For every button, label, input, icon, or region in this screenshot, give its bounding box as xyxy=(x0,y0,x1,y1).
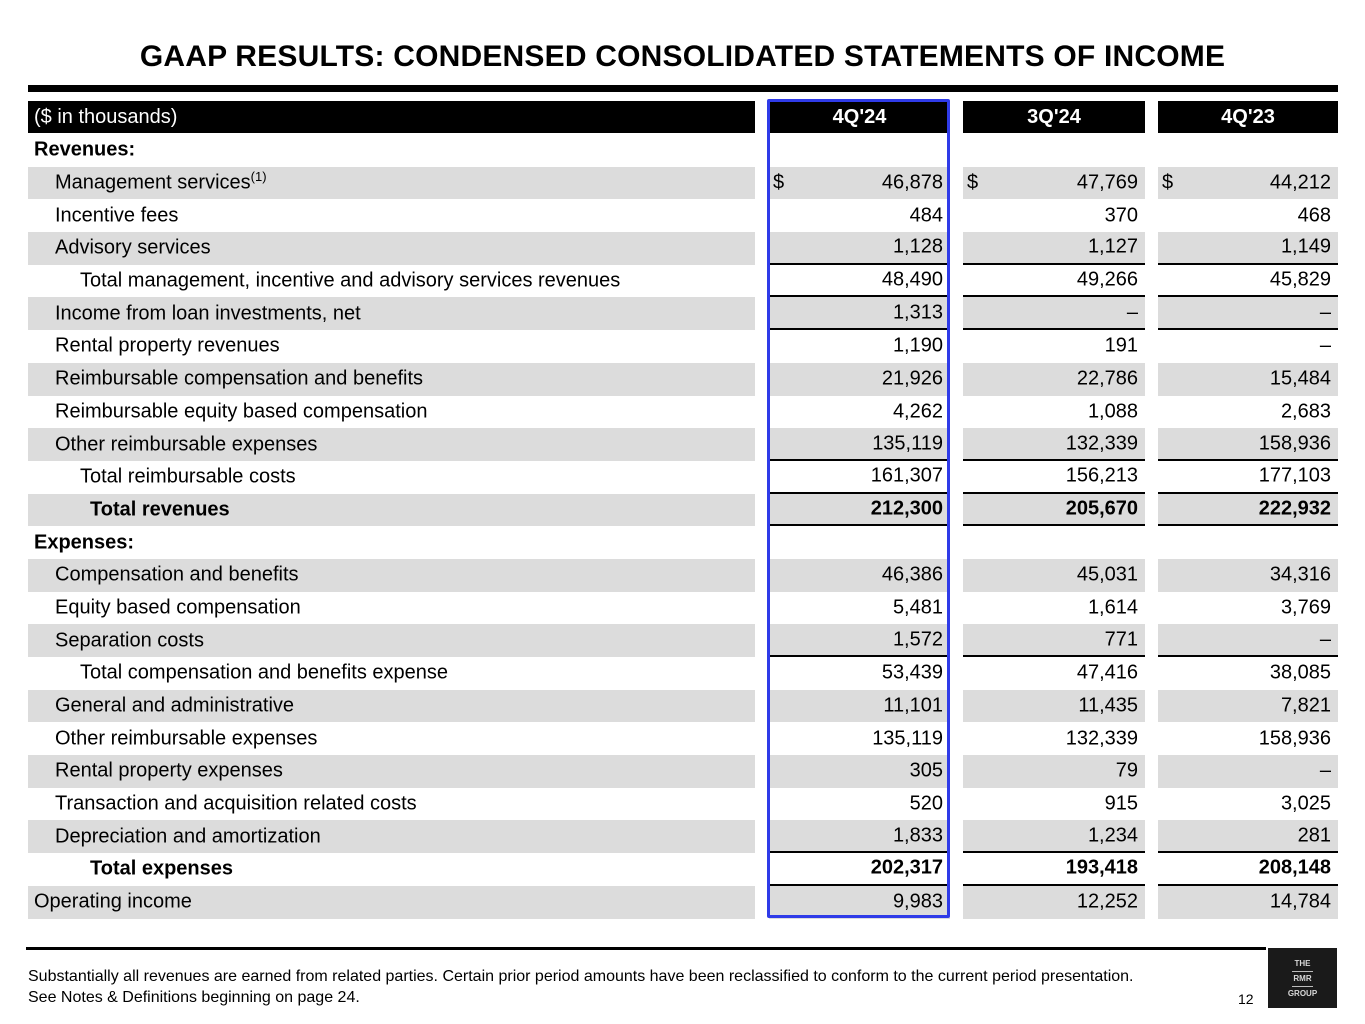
table-row xyxy=(28,592,1338,625)
cell-value: 132,339 xyxy=(1065,727,1138,750)
value-cell xyxy=(769,559,950,592)
value-cell xyxy=(1158,167,1338,200)
value-cell xyxy=(1158,363,1338,396)
column-header-4q23: 4Q'23 xyxy=(1158,101,1338,133)
table-row xyxy=(28,428,1338,461)
value-cell xyxy=(963,559,1145,592)
value-cell xyxy=(769,428,950,461)
table-row xyxy=(28,199,1338,232)
cell-value: 222,932 xyxy=(1258,497,1331,520)
income-statement-table xyxy=(28,134,1338,919)
cell-value: – xyxy=(1319,628,1331,651)
cell-value: 47,769 xyxy=(1076,171,1138,194)
row-label: Total reimbursable costs xyxy=(80,465,296,488)
cell-value: 158,936 xyxy=(1258,727,1331,750)
cell-value: 177,103 xyxy=(1258,464,1331,487)
cell-value: 191 xyxy=(1104,334,1138,357)
cell-value: 38,085 xyxy=(1269,661,1331,684)
row-label: Other reimbursable expenses xyxy=(55,727,318,750)
cell-value: 22,786 xyxy=(1076,367,1138,390)
value-cell xyxy=(1158,788,1338,821)
value-cell xyxy=(769,461,950,494)
table-row xyxy=(28,396,1338,429)
column-header-3q24: 3Q'24 xyxy=(963,101,1145,133)
value-cell xyxy=(963,788,1145,821)
value-cell xyxy=(963,232,1145,265)
cell-value: 1,614 xyxy=(1087,596,1138,619)
table-row xyxy=(28,461,1338,494)
value-cell xyxy=(1158,461,1338,494)
cell-value: 161,307 xyxy=(870,464,943,487)
cell-value: 49,266 xyxy=(1076,268,1138,291)
row-label: Operating income xyxy=(34,890,192,913)
cell-value: – xyxy=(1319,334,1331,357)
value-cell xyxy=(1158,624,1338,657)
value-cell xyxy=(963,755,1145,788)
cell-value: 202,317 xyxy=(870,856,943,879)
value-cell xyxy=(963,494,1145,527)
cell-value: 156,213 xyxy=(1065,464,1138,487)
row-label: Incentive fees xyxy=(55,204,179,227)
row-label: Transaction and acquisition related costs xyxy=(55,792,417,815)
row-label: Reimbursable compensation and benefits xyxy=(55,367,423,390)
units-header xyxy=(28,101,755,133)
row-label: Rental property expenses xyxy=(55,759,283,782)
table-row xyxy=(28,167,1338,200)
value-cell xyxy=(769,820,950,853)
table-row xyxy=(28,657,1338,690)
row-label: Depreciation and amortization xyxy=(55,825,321,848)
value-cell xyxy=(1158,755,1338,788)
cell-value: 158,936 xyxy=(1258,432,1331,455)
cell-value: 1,190 xyxy=(892,334,943,357)
value-cell xyxy=(963,199,1145,232)
cell-value: 3,769 xyxy=(1280,596,1331,619)
cell-value: 46,878 xyxy=(881,171,943,194)
page-number: 12 xyxy=(1238,991,1254,1007)
value-cell xyxy=(769,232,950,265)
row-label: Rental property revenues xyxy=(55,334,280,357)
value-cell xyxy=(769,167,950,200)
cell-value: 3,025 xyxy=(1280,792,1331,815)
cell-value: 1,833 xyxy=(892,824,943,847)
table-row xyxy=(28,265,1338,298)
table-row xyxy=(28,559,1338,592)
rmr-group-logo xyxy=(1268,948,1337,1008)
table-row xyxy=(28,886,1338,919)
cell-value: 208,148 xyxy=(1258,856,1331,879)
value-cell xyxy=(769,657,950,690)
row-label: Separation costs xyxy=(55,629,204,652)
value-cell xyxy=(769,886,950,919)
table-row xyxy=(28,820,1338,853)
currency-symbol: $ xyxy=(773,171,785,194)
cell-value: 44,212 xyxy=(1269,171,1331,194)
cell-value: 4,262 xyxy=(892,400,943,423)
value-cell xyxy=(963,853,1145,886)
column-header-4q24: 4Q'24 xyxy=(769,101,950,133)
value-cell xyxy=(769,853,950,886)
cell-value: 1,088 xyxy=(1087,400,1138,423)
value-cell xyxy=(963,592,1145,625)
value-cell xyxy=(769,788,950,821)
cell-value: 1,127 xyxy=(1087,235,1138,258)
cell-value: 1,572 xyxy=(892,628,943,651)
cell-value: 771 xyxy=(1104,628,1138,651)
value-cell xyxy=(1158,428,1338,461)
cell-value: 46,386 xyxy=(881,563,943,586)
value-cell xyxy=(769,265,950,298)
cell-value: 12,252 xyxy=(1076,890,1138,913)
value-cell xyxy=(963,690,1145,723)
cell-value: 484 xyxy=(909,204,943,227)
value-cell xyxy=(769,199,950,232)
cell-value: – xyxy=(1319,759,1331,782)
row-label: Total compensation and benefits expense xyxy=(80,661,449,684)
value-cell xyxy=(769,624,950,657)
cell-value: 1,149 xyxy=(1280,235,1331,258)
value-cell xyxy=(769,722,950,755)
table-row xyxy=(28,755,1338,788)
cell-value: 53,439 xyxy=(881,661,943,684)
row-label: Total management, incentive and advisory services revenues xyxy=(80,269,621,292)
value-cell xyxy=(963,363,1145,396)
units-label: ($ in thousands) xyxy=(34,106,178,128)
cell-value: 135,119 xyxy=(872,432,943,455)
row-label: Total expenses xyxy=(90,857,234,880)
value-cell xyxy=(1158,690,1338,723)
value-cell xyxy=(963,428,1145,461)
value-cell xyxy=(1158,297,1338,330)
cell-value: 1,313 xyxy=(892,301,943,324)
value-cell xyxy=(1158,657,1338,690)
table-row xyxy=(28,690,1338,723)
value-cell xyxy=(963,820,1145,853)
table-row xyxy=(28,624,1338,657)
value-cell xyxy=(1158,330,1338,363)
cell-value: 7,821 xyxy=(1280,694,1331,717)
title-divider xyxy=(28,85,1338,92)
value-cell xyxy=(769,297,950,330)
footer-divider xyxy=(26,947,1266,950)
footnote-marker: (1) xyxy=(250,168,267,184)
value-cell xyxy=(1158,232,1338,265)
value-cell xyxy=(963,396,1145,429)
table-row xyxy=(28,788,1338,821)
table-row xyxy=(28,526,1338,559)
row-label: Income from loan investments, net xyxy=(55,302,361,325)
value-cell xyxy=(1158,886,1338,919)
cell-value: 34,316 xyxy=(1269,563,1331,586)
cell-value: 14,784 xyxy=(1269,890,1331,913)
value-cell xyxy=(963,330,1145,363)
table-row xyxy=(28,853,1338,886)
value-cell xyxy=(1158,494,1338,527)
cell-value: 5,481 xyxy=(892,596,943,619)
cell-value: 212,300 xyxy=(870,497,943,520)
value-cell xyxy=(769,755,950,788)
value-cell xyxy=(963,886,1145,919)
value-cell xyxy=(1158,265,1338,298)
value-cell xyxy=(769,363,950,396)
value-cell xyxy=(963,265,1145,298)
value-cell xyxy=(963,297,1145,330)
logo-line-2: RMR xyxy=(1293,974,1312,983)
table-row xyxy=(28,134,1338,167)
value-cell xyxy=(1158,396,1338,429)
cell-value: 132,339 xyxy=(1065,432,1138,455)
row-label: Reimbursable equity based compensation xyxy=(55,400,428,423)
cell-value: 1,128 xyxy=(892,235,943,258)
cell-value: 48,490 xyxy=(881,268,943,291)
row-label: Total revenues xyxy=(90,498,230,521)
cell-value: 915 xyxy=(1104,792,1138,815)
value-cell xyxy=(769,330,950,363)
cell-value: 11,101 xyxy=(883,694,943,717)
value-cell xyxy=(1158,199,1338,232)
cell-value: 281 xyxy=(1297,824,1331,847)
cell-value: 21,926 xyxy=(881,367,943,390)
value-cell xyxy=(1158,592,1338,625)
table-row xyxy=(28,363,1338,396)
cell-value: 135,119 xyxy=(872,727,943,750)
cell-value: 2,683 xyxy=(1280,400,1331,423)
currency-symbol: $ xyxy=(1162,171,1174,194)
value-cell xyxy=(963,624,1145,657)
value-cell xyxy=(1158,820,1338,853)
table-row xyxy=(28,330,1338,363)
value-cell xyxy=(1158,853,1338,886)
row-label: Management services$^{(1)}$ xyxy=(55,168,267,194)
value-cell xyxy=(963,461,1145,494)
row-label: General and administrative xyxy=(55,694,295,717)
row-label: Revenues: xyxy=(34,138,136,161)
cell-value: 305 xyxy=(909,759,943,782)
cell-value: 79 xyxy=(1115,759,1138,782)
value-cell xyxy=(769,494,950,527)
cell-value: 11,435 xyxy=(1078,694,1138,717)
value-cell xyxy=(963,722,1145,755)
value-cell xyxy=(769,592,950,625)
cell-value: 45,829 xyxy=(1269,268,1331,291)
value-cell xyxy=(769,690,950,723)
cell-value: 205,670 xyxy=(1065,497,1138,520)
cell-value: 193,418 xyxy=(1065,856,1138,879)
logo-line-1: THE xyxy=(1294,959,1311,968)
row-label: Expenses: xyxy=(34,531,135,554)
row-label: Other reimbursable expenses xyxy=(55,433,318,456)
cell-value: – xyxy=(1319,301,1331,324)
cell-value: 47,416 xyxy=(1076,661,1138,684)
table-row xyxy=(28,722,1338,755)
currency-symbol: $ xyxy=(967,171,979,194)
row-label: Advisory services xyxy=(55,236,211,259)
logo-line-3: GROUP xyxy=(1287,989,1318,998)
cell-value: 15,484 xyxy=(1269,367,1331,390)
table-row xyxy=(28,232,1338,265)
row-label: Compensation and benefits xyxy=(55,563,299,586)
value-cell xyxy=(1158,559,1338,592)
value-cell xyxy=(1158,722,1338,755)
cell-value: 9,983 xyxy=(892,890,943,913)
footnote: Substantially all revenues are earned from related parties. Certain prior period amounts have been reclassified to conform to the current period presentation. See Notes & Definitions beginning on page 24. xyxy=(28,968,1134,1006)
value-cell xyxy=(963,167,1145,200)
cell-value: – xyxy=(1126,301,1138,324)
table-row xyxy=(28,297,1338,330)
row-label: Equity based compensation xyxy=(55,596,301,619)
cell-value: 520 xyxy=(909,792,943,815)
cell-value: 1,234 xyxy=(1087,824,1138,847)
value-cell xyxy=(963,657,1145,690)
cell-value: 45,031 xyxy=(1076,563,1138,586)
value-cell xyxy=(769,396,950,429)
page-title: GAAP RESULTS: CONDENSED CONSOLIDATED STATEMENTS OF INCOME xyxy=(139,40,1226,73)
table-row xyxy=(28,494,1338,527)
cell-value: 468 xyxy=(1297,204,1331,227)
cell-value: 370 xyxy=(1104,204,1138,227)
